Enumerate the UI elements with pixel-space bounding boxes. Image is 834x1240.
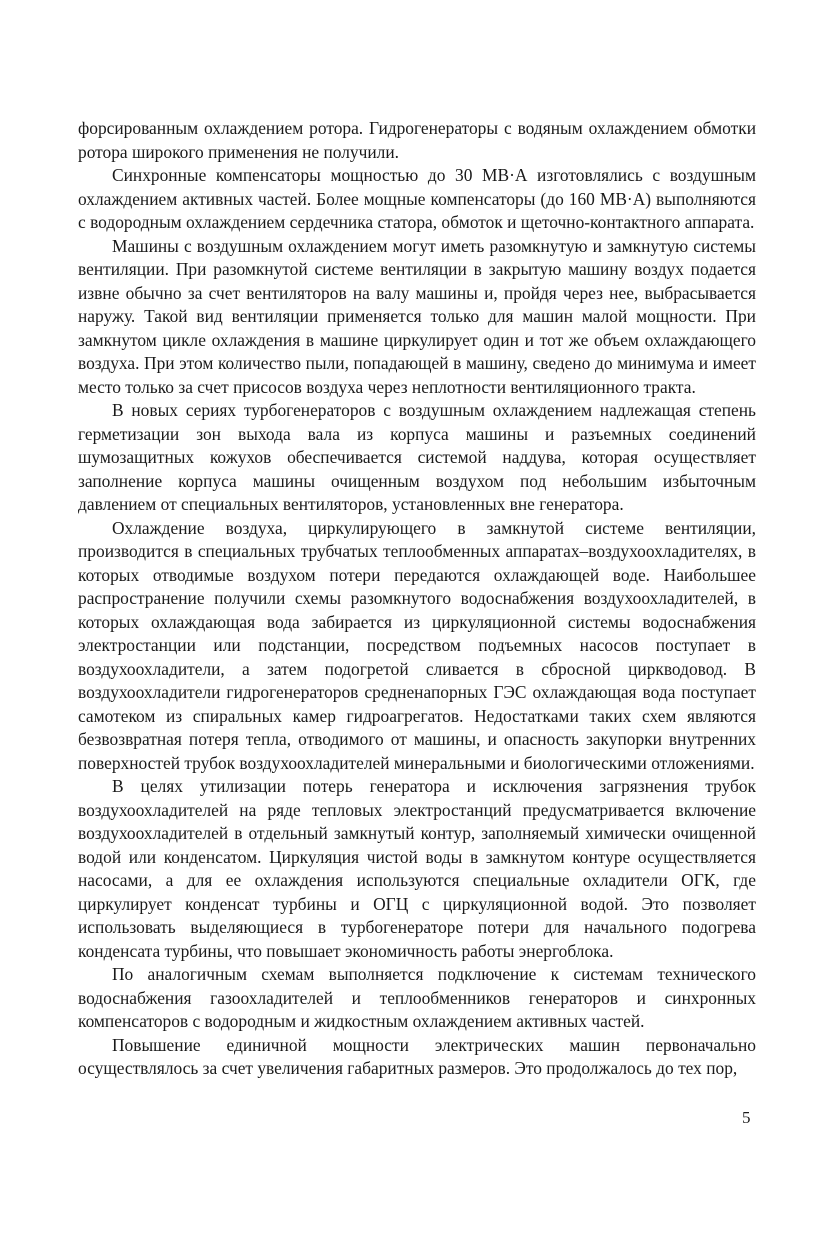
page-number: 5 [742,1108,751,1127]
paragraph-4: В новых сериях турбогенераторов с воздушным охлаждением надлежащая степень герметизации зон выхода вала из корпуса машины и разъемных соединений шумозащитных кожухов обеспечивается системой наддува, которая осуществляет заполнение корпуса машины очищенным воздухом под небольшим избыточным давлением от специальных вентиляторов, установленных вне генератора. [78,400,756,514]
paragraph-2: Синхронные компенсаторы мощностью до 30 МВ·А изготовлялись с воздушным охлаждением активных частей. Более мощные компенсаторы (до 160 МВ·А) выполняются с водородным охлаждением сердечника статора, обмоток и щеточно-контактного аппарата. [78,165,756,232]
page-body [78,117,756,1081]
paragraph-3: Машины с воздушным охлаждением могут иметь разомкнутую и замкнутую системы вентиляции. При разомкнутой системе вентиляции в закрытую машину воздух подается извне обычно за счет вентиляторов на валу машины и, пройдя через нее, выбрасывается наружу. Такой вид вентиляции применяется только для машин малой мощности. При замкнутом цикле охлаждения в машине циркулирует один и тот же объем охлаждающего воздуха. При этом количество пыли, попадающей в машину, сведено до минимума и имеет место только за счет присосов воздуха через неплотности вентиляционного тракта. [78,235,756,397]
paragraph-7: По аналогичным схемам выполняется подключение к системам технического водоснабжения газоохладителей и теплообменников генераторов и синхронных компенсаторов с водородным и жидкостным охлаждением активных частей. [78,964,756,1031]
paragraph-6: В целях утилизации потерь генератора и исключения загрязнения трубок воздухоохладителей на ряде тепловых электростанций предусматривается включение воздухоохладителей в отдельный замкнутый контур, заполняемый химически очищенной водой или конденсатом. Циркуляция чистой воды в замкнутом контуре осуществляется насосами, а для ее охлаждения используются специальные охладители ОГК, где циркулирует конденсат турбины и ОГЦ с циркуляционной водой. Это позволяет использовать выделяющиеся в турбогенераторе потери для начального подогрева конденсата турбины, что повышает экономичность работы энергоблока. [78,776,756,961]
paragraph-8: Повышение единичной мощности электрических машин первоначально осуществлялось за счет увеличения габаритных размеров. Это продолжалось до тех пор, [78,1034,756,1078]
paragraph-5: Охлаждение воздуха, циркулирующего в замкнутой системе вентиляции, производится в специальных трубчатых теплообменных аппаратах–воздухоохладителях, в которых отводимые воздухом потери передаются охлаждающей воде. Наибольшее распространение получили схемы разомкнутого водоснабжения воздухоохладителей, в которых охлаждающая вода забирается из циркуляционной системы водоснабжения электростанции или подстанции, посредством подъемных насосов поступает в воздухоохладители, а затем подогретой сливается в сбросной циркводовод. В воздухоохладители гидрогенераторов средненапорных ГЭС охлаждающая вода поступает самотеком из спиральных камер гидроагрегатов. Недостатками таких схем являются безвозвратная потеря тепла, отводимого от машины, и опасность закупорки внутренних поверхностей трубок воздухоохладителей минеральными и биологическими отложениями. [78,517,756,773]
paragraph-1: форсированным охлаждением ротора. Гидрогенераторы с водяным охлаждением обмотки ротора широкого применения не получили. [78,118,756,162]
